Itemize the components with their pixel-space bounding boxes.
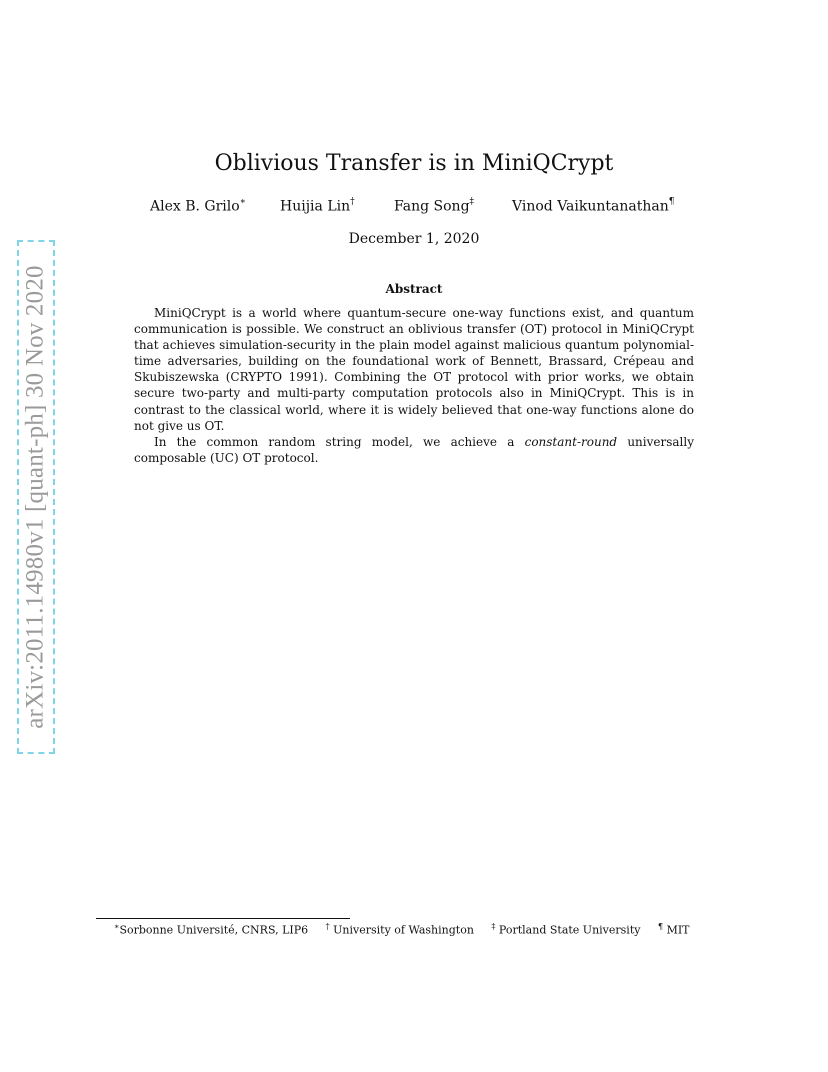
author-song bbox=[394, 198, 474, 215]
footnote-affiliation-3 bbox=[491, 922, 640, 937]
author-name: Vinod Vaikuntanathan bbox=[512, 198, 669, 215]
author-mark: ¶ bbox=[668, 197, 675, 207]
author-mark: ‡ bbox=[469, 197, 475, 207]
author-mark: ∗ bbox=[239, 197, 246, 207]
abstract-p2-start: In the common random string model, we achieve a bbox=[154, 434, 525, 449]
abstract-p2-end: universally composable (UC) OT protocol. bbox=[134, 434, 695, 465]
footnotes bbox=[114, 922, 714, 937]
paper-title: Oblivious Transfer is in MiniQCrypt bbox=[214, 151, 614, 176]
footnote-text: University of Washington bbox=[333, 923, 474, 937]
footnote-mark: † bbox=[325, 922, 330, 931]
author-name: Huijia Lin bbox=[280, 198, 351, 215]
paper-date: December 1, 2020 bbox=[348, 231, 480, 247]
author-name: Fang Song bbox=[394, 198, 470, 215]
footnote-text: MIT bbox=[666, 923, 690, 937]
author-vaikuntanathan bbox=[512, 198, 674, 215]
author-grilo bbox=[150, 198, 246, 215]
abstract-paragraph-1: MiniQCrypt is a world where quantum-secure one-way functions exist, and quantum communication is possible. We construct an oblivious transfer (OT) protocol in MiniQCrypt that achieves simulation-security in the plain model against malicious quantum polynomial-time adversaries, building on the foundational work of Bennett, Brassard, Crépeau and Skubiszewska (CRYPTO 1991). Combining the OT protocol with prior works, we obtain secure two-party and multi-party computation protocols also in MiniQCrypt. This is in contrast to the classical world, where it is widely believed that one-way functions alone do not give us OT. bbox=[134, 306, 694, 433]
footnote-mark: ∗ bbox=[114, 922, 120, 931]
footnote-text: Sorbonne Université, CNRS, LIP6 bbox=[119, 923, 309, 937]
footnote-affiliation-1 bbox=[114, 922, 308, 937]
arxiv-identifier-text: arXiv:2011.14980v1 [quant-ph] 30 Nov 2020 bbox=[22, 265, 49, 729]
footnote-mark: ‡ bbox=[491, 922, 496, 931]
abstract-p2-emphasis: constant-round bbox=[524, 434, 618, 449]
author-list bbox=[150, 198, 710, 220]
author-name: Alex B. Grilo bbox=[150, 198, 240, 215]
footnote-affiliation-4 bbox=[658, 922, 690, 937]
arxiv-identifier-stamp bbox=[17, 240, 55, 754]
abstract-paragraph-2 bbox=[134, 434, 694, 466]
abstract-heading: Abstract bbox=[385, 282, 443, 296]
author-lin bbox=[280, 198, 355, 215]
author-mark: † bbox=[350, 197, 355, 207]
footnote-text: Portland State University bbox=[498, 923, 641, 937]
footnote-rule bbox=[96, 918, 350, 919]
abstract-body bbox=[134, 305, 694, 466]
footnote-affiliation-2 bbox=[326, 922, 474, 937]
footnote-mark: ¶ bbox=[657, 922, 664, 931]
